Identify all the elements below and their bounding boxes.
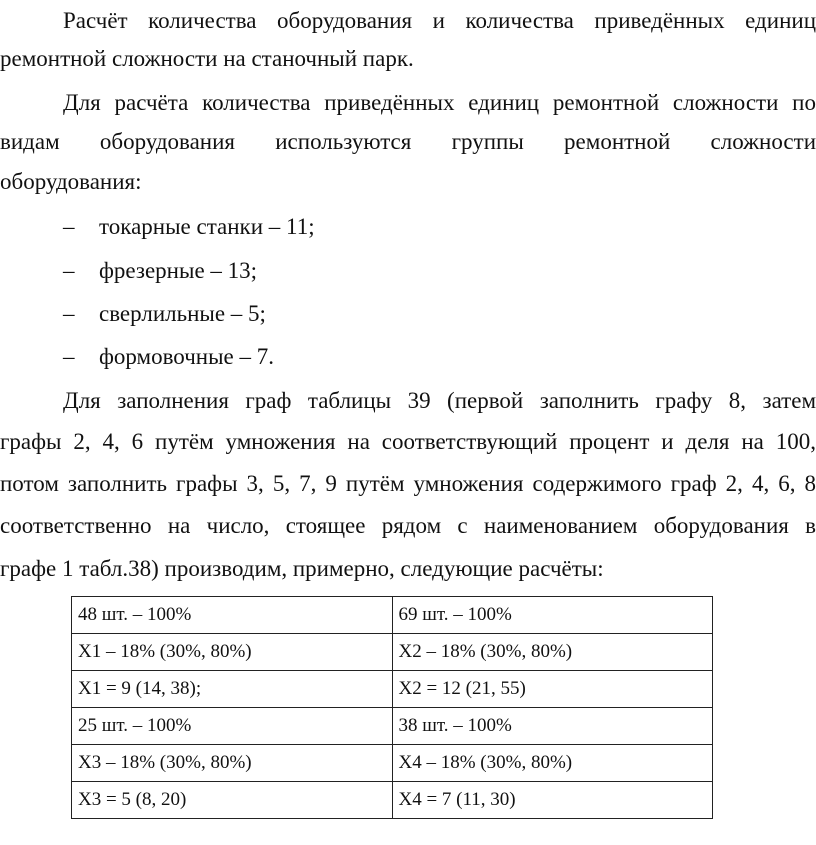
paragraph-groups-line-2: видам оборудования используются группы ремонтной сложности bbox=[0, 129, 816, 154]
table-row bbox=[72, 782, 713, 819]
table-cell: 48 шт. – 100% bbox=[72, 597, 393, 634]
paragraph-fill-line-3: потом заполнить графы 3, 5, 7, 9 путём умножения содержимого граф 2, 4, 6, 8 bbox=[0, 471, 816, 496]
table-cell: X2 – 18% (30%, 80%) bbox=[392, 634, 713, 671]
table-cell: X4 – 18% (30%, 80%) bbox=[392, 745, 713, 782]
dash-bullet: – bbox=[63, 301, 75, 326]
list-item-text: токарные станки – 11; bbox=[99, 214, 315, 239]
list-item-lathes bbox=[63, 212, 315, 242]
dash-bullet: – bbox=[63, 344, 75, 369]
calculation-table bbox=[71, 596, 713, 819]
table-cell: X2 = 12 (21, 55) bbox=[392, 671, 713, 708]
table-row bbox=[72, 708, 713, 745]
list-item-milling bbox=[63, 256, 257, 286]
table-cell: 38 шт. – 100% bbox=[392, 708, 713, 745]
table-cell: X4 = 7 (11, 30) bbox=[392, 782, 713, 819]
table-cell: 69 шт. – 100% bbox=[392, 597, 713, 634]
paragraph-fill-line-2: графы 2, 4, 6 путём умножения на соответствующий процент и деля на 100, bbox=[0, 429, 816, 454]
dash-bullet: – bbox=[63, 214, 75, 239]
table-cell: 25 шт. – 100% bbox=[72, 708, 393, 745]
table-row bbox=[72, 671, 713, 708]
paragraph-groups-line-1: Для расчёта количества приведённых единиц ремонтной сложности по bbox=[63, 90, 816, 115]
list-item-drilling bbox=[63, 299, 266, 329]
dash-bullet: – bbox=[63, 258, 75, 283]
table-cell: X3 = 5 (8, 20) bbox=[72, 782, 393, 819]
paragraph-intro-line-1: Расчёт количества оборудования и количества приведённых единиц bbox=[63, 8, 816, 33]
table-row bbox=[72, 634, 713, 671]
list-item-text: фрезерные – 13; bbox=[99, 258, 258, 283]
table-cell: X1 = 9 (14, 38); bbox=[72, 671, 393, 708]
table-cell: X3 – 18% (30%, 80%) bbox=[72, 745, 393, 782]
paragraph-fill-line-1: Для заполнения граф таблицы 39 (первой заполнить графу 8, затем bbox=[63, 388, 816, 413]
paragraph-fill-line-5: графе 1 табл.38) производим, примерно, следующие расчёты: bbox=[0, 556, 604, 581]
paragraph-groups-line-3: оборудования: bbox=[0, 169, 142, 194]
list-item-text: сверлильные – 5; bbox=[99, 301, 266, 326]
list-item-text: формовочные – 7. bbox=[99, 344, 275, 369]
table-row bbox=[72, 745, 713, 782]
table-row bbox=[72, 597, 713, 634]
table-cell: X1 – 18% (30%, 80%) bbox=[72, 634, 393, 671]
list-item-molding bbox=[63, 342, 274, 372]
paragraph-fill-line-4: соответственно на число, стоящее рядом с наименованием оборудования в bbox=[0, 513, 816, 538]
paragraph-intro-line-2: ремонтной сложности на станочный парк. bbox=[0, 46, 414, 71]
